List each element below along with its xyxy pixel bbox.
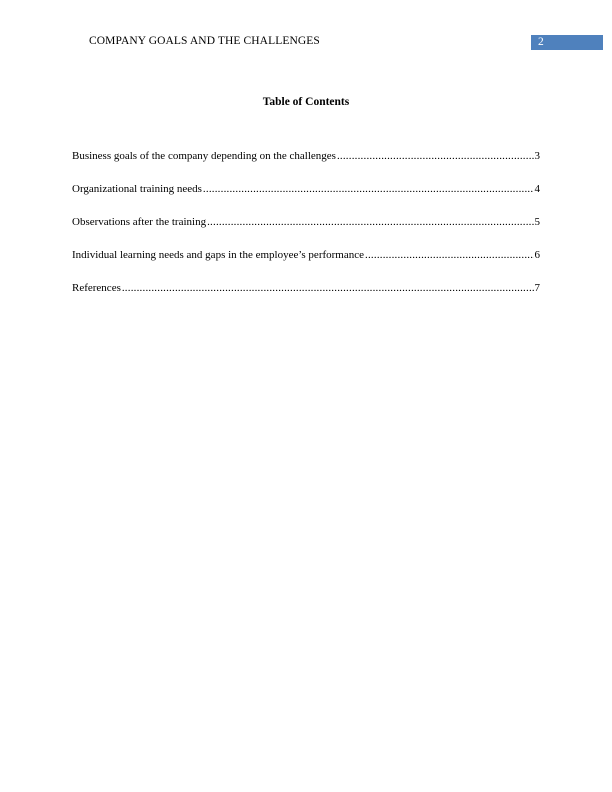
table-of-contents xyxy=(72,150,540,315)
toc-dot-leader xyxy=(337,150,534,163)
toc-entry-training-needs[interactable] xyxy=(72,183,540,216)
toc-entry-label: Organizational training needs xyxy=(72,183,202,195)
toc-dot-leader xyxy=(207,216,533,229)
toc-entry-observations[interactable] xyxy=(72,216,540,249)
toc-entry-page: 5 xyxy=(534,216,540,228)
toc-title: Table of Contents xyxy=(262,96,350,108)
toc-entry-business-goals[interactable] xyxy=(72,150,540,183)
toc-dot-leader xyxy=(203,183,534,196)
toc-entry-learning-needs[interactable] xyxy=(72,249,540,282)
toc-entry-page: 4 xyxy=(534,183,540,195)
toc-entry-label: Observations after the training xyxy=(72,216,207,228)
toc-entry-references[interactable] xyxy=(72,282,540,315)
toc-entry-label: Individual learning needs and gaps in the employee’s performance xyxy=(72,249,365,261)
toc-dot-leader xyxy=(365,249,533,262)
toc-entry-page: 3 xyxy=(534,150,540,162)
toc-entry-label: Business goals of the company depending on the challenges xyxy=(72,150,336,162)
page-number: 2 xyxy=(538,36,544,48)
page-number-badge xyxy=(531,35,603,50)
toc-entry-page: 6 xyxy=(534,249,540,261)
toc-entry-page: 7 xyxy=(534,282,540,294)
toc-entry-label: References xyxy=(72,282,121,294)
running-head: COMPANY GOALS AND THE CHALLENGES xyxy=(89,35,320,47)
toc-dot-leader xyxy=(122,282,534,295)
